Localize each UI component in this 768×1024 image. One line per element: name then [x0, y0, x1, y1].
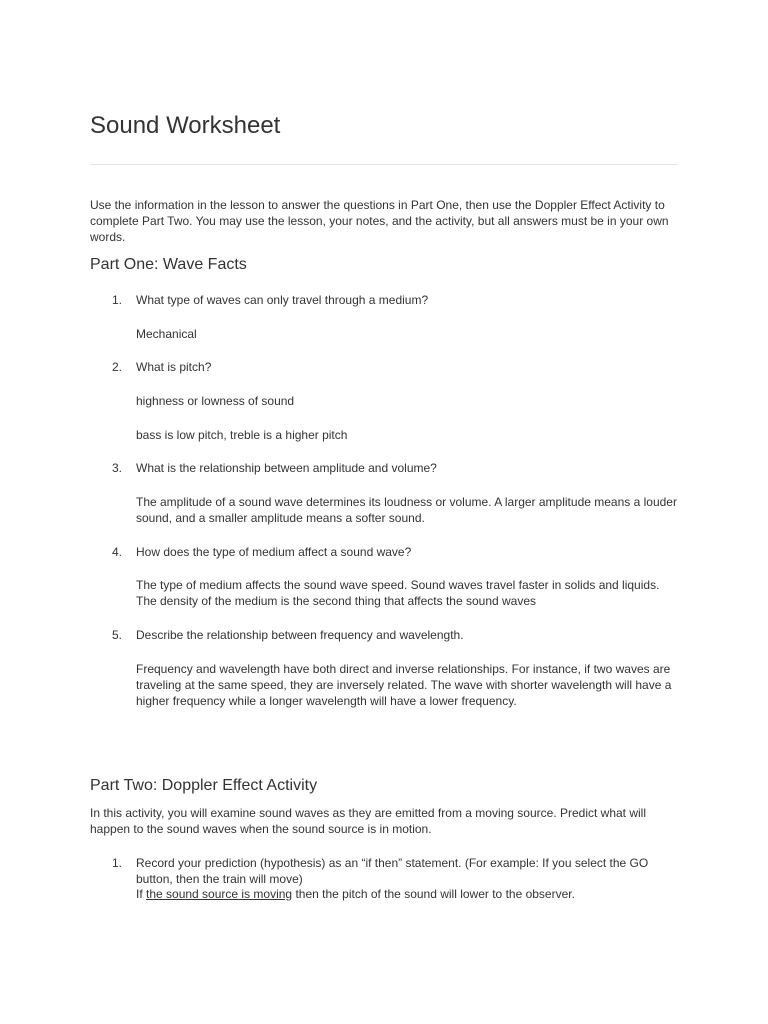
item-number: 5.	[112, 628, 123, 642]
hypothesis-answer	[136, 886, 681, 902]
answer-text: The amplitude of a sound wave determines its loudness or volume. A larger amplitude means a louder sound, and a smaller amplitude means a softer sound.	[136, 495, 677, 525]
answer-text: Frequency and wavelength have both direct and inverse relationships. For instance, if two waves are traveling at the same speed, they are inversely related. The wave with shorter wavelength will have a higher frequency while a longer wavelength will have a lower frequency.	[136, 662, 672, 708]
answer-text: The type of medium affects the sound wave speed. Sound waves travel faster in solids and liquids. The density of the medium is the second thing that affects the sound waves	[136, 578, 660, 608]
question-text: What type of waves can only travel through a medium?	[136, 293, 429, 307]
title-divider	[90, 164, 678, 165]
question-text: What is pitch?	[136, 360, 212, 374]
part-two-heading: Part Two: Doppler Effect Activity	[90, 777, 318, 794]
answer-underlined: the sound source is moving	[146, 887, 293, 901]
answer-text: Mechanical	[136, 327, 197, 341]
question-text: Record your prediction (hypothesis) as an “if then” statement. (For example: If you select the GO button, then the train will move)	[136, 856, 649, 886]
item-number: 1.	[112, 293, 123, 307]
answer-text: highness or lowness of sound	[136, 394, 295, 408]
question-text: How does the type of medium affect a sound wave?	[136, 545, 412, 559]
item-number: 2.	[112, 360, 123, 374]
item-number: 3.	[112, 461, 123, 475]
intro-paragraph: Use the information in the lesson to answer the questions in Part One, then use the Doppler Effect Activity to complete Part Two. You may use the lesson, your notes, and the activity, but all answers must be in your own words.	[90, 198, 669, 244]
question-text: What is the relationship between amplitude and volume?	[136, 461, 437, 475]
item-number: 1.	[112, 856, 123, 870]
part-two-intro: In this activity, you will examine sound waves as they are emitted from a moving source. Predict what will happen to the sound waves when the sound source is in motion.	[90, 806, 647, 836]
answer-text: bass is low pitch, treble is a higher pitch	[136, 428, 348, 442]
question-text: Describe the relationship between frequency and wavelength.	[136, 628, 464, 642]
part-one-heading: Part One: Wave Facts	[90, 256, 247, 273]
item-number: 4.	[112, 545, 123, 559]
answer-prefix: If	[136, 887, 147, 901]
answer-suffix: then the pitch of the sound will lower to the observer.	[292, 887, 575, 901]
page-title: Sound Worksheet	[90, 112, 281, 139]
